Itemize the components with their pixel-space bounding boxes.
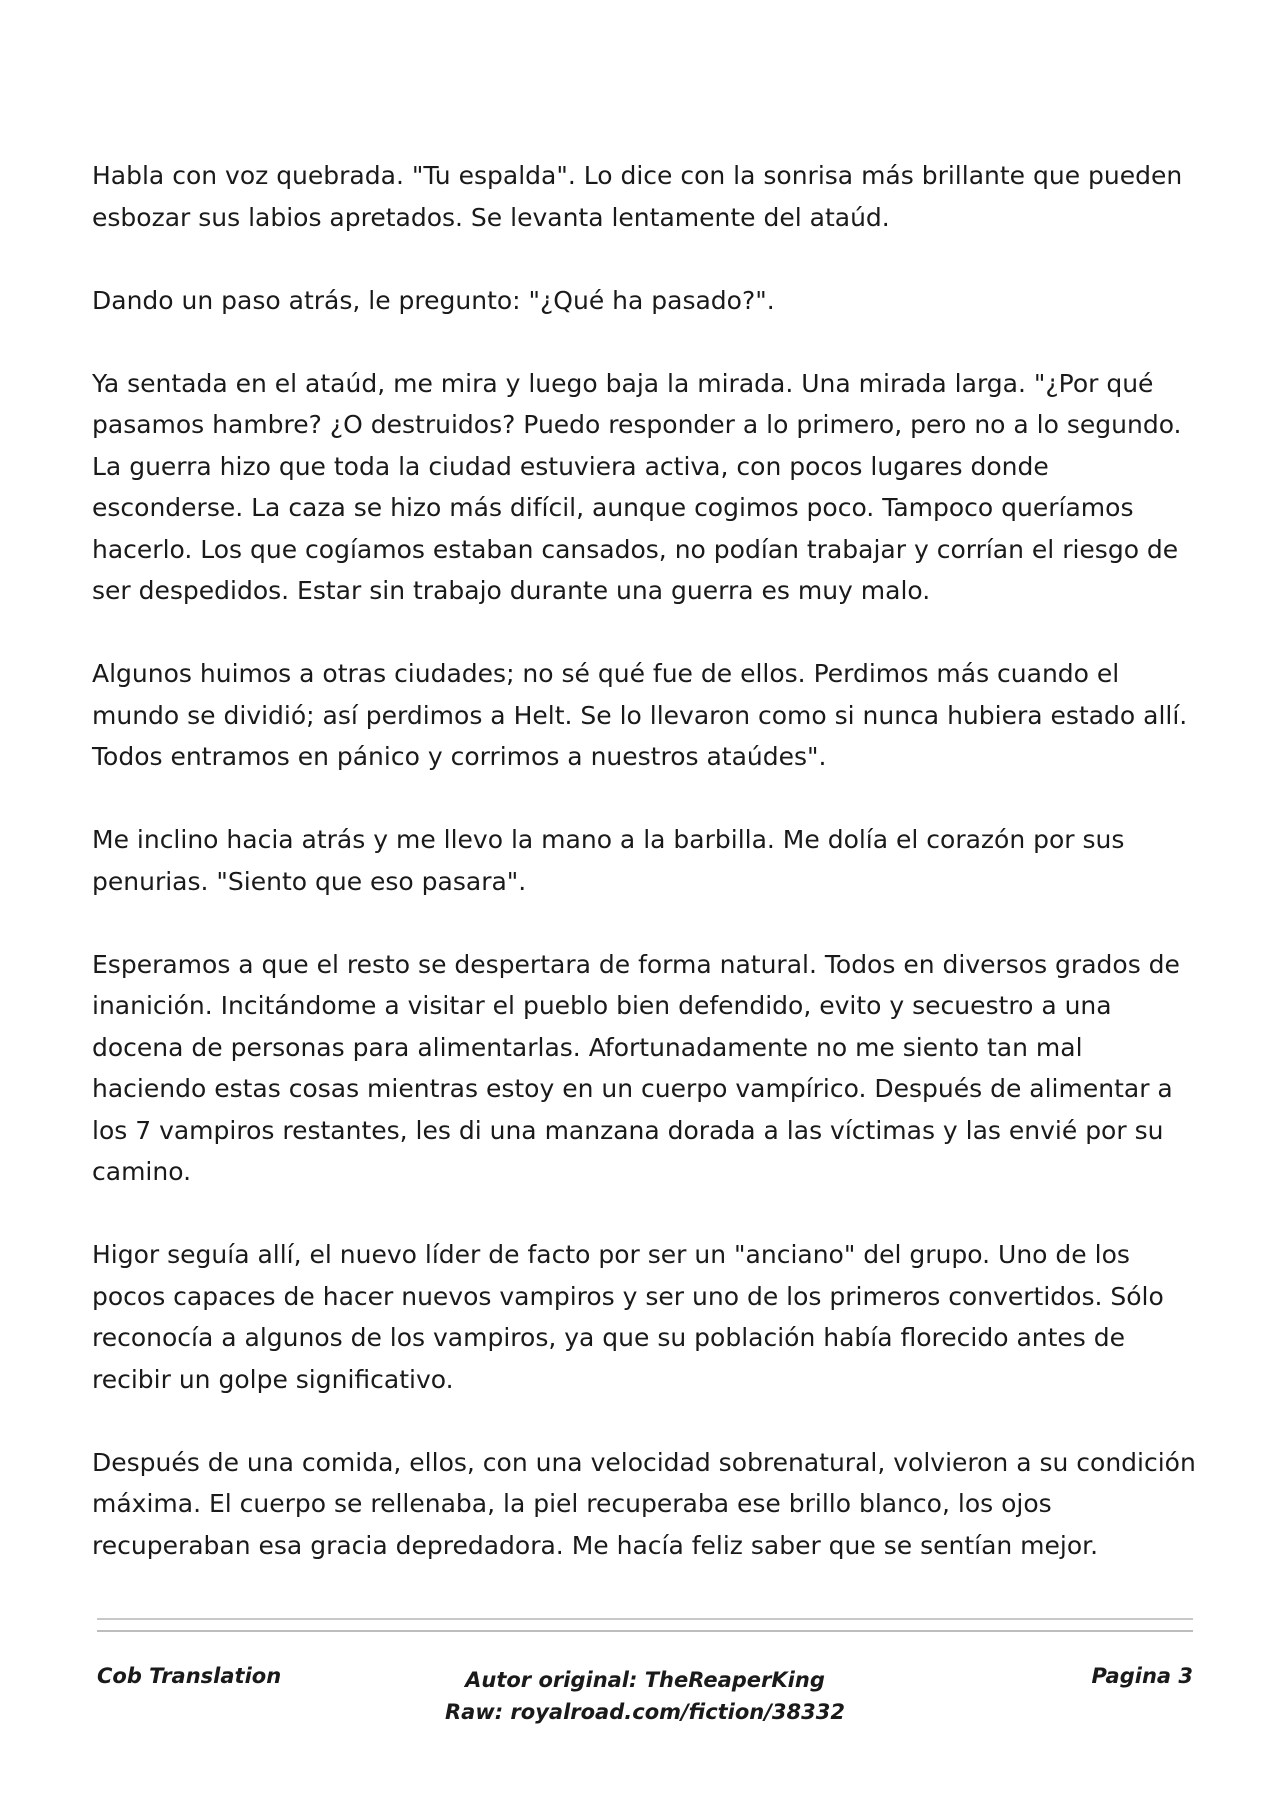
page-footer <box>97 1660 1193 1740</box>
footer-translator: Cob Translation <box>97 1664 282 1688</box>
footer-divider-top <box>97 1618 1193 1620</box>
paragraph-7: Higor seguía allí, el nuevo líder de facto por ser un "anciano" del grupo. Uno de los pocos capaces de hacer nuevos vampiros y ser uno de los primeros convertidos. Sólo reconocía a algunos de los vampiros, ya que su población había florecido antes de recibir un golpe significativo. <box>92 1240 1164 1394</box>
paragraph-2: Dando un paso atrás, le pregunto: "¿Qué ha pasado?". <box>92 285 775 315</box>
paragraph-4: Algunos huimos a otras ciudades; no sé qué fue de ellos. Perdimos más cuando el mundo se dividió; así perdimos a Helt. Se lo llevaron como si nunca hubiera estado allí. Todos entramos en pánico y corrimos a nuestros ataúdes". <box>92 659 1188 771</box>
page-number: Pagina 3 <box>1091 1664 1193 1688</box>
body-text <box>92 155 1202 1608</box>
paragraph-6: Esperamos a que el resto se despertara de forma natural. Todos en diversos grados de inanición. Incitándome a visitar el pueblo bien defendido, evito y secuestro a una docena de personas para alimentarlas. Afortunadamente no me siento tan mal haciendo estas cosas mientras estoy en un cuerpo vampírico. Después de alimentar a los 7 vampiros restantes, les di una manzana dorada a las víctimas y las envié por su camino. <box>92 949 1180 1186</box>
paragraph-3: Ya sentada en el ataúd, me mira y luego baja la mirada. Una mirada larga. "¿Por qué pasamos hambre? ¿O destruidos? Puedo responder a lo primero, pero no a lo segundo. La guerra hizo que toda la ciudad estuviera activa, con pocos lugares donde esconderse. La caza se hizo más difícil, aunque cogimos poco. Tampoco queríamos hacerlo. Los que cogíamos estaban cansados, no podían trabajar y corrían el riesgo de ser despedidos. Estar sin trabajo durante una guerra es muy malo. <box>92 368 1182 605</box>
footer-source: Raw: royalroad.com/fiction/38332 <box>444 1700 845 1724</box>
paragraph-8: Después de una comida, ellos, con una velocidad sobrenatural, volvieron a su condición máxima. El cuerpo se rellenaba, la piel recuperaba ese brillo blanco, los ojos recuperaban esa gracia depredadora. Me hacía feliz saber que se sentían mejor. <box>92 1447 1196 1560</box>
paragraph-5: Me inclino hacia atrás y me llevo la mano a la barbilla. Me dolía el corazón por sus penurias. "Siento que eso pasara". <box>92 825 1125 896</box>
paragraph-1: Habla con voz quebrada. "Tu espalda". Lo dice con la sonrisa más brillante que pueden esbozar sus labios apretados. Se levanta lentamente del ataúd. <box>92 161 1183 232</box>
footer-author: Autor original: TheReaperKing <box>465 1668 825 1692</box>
footer-divider-bottom <box>97 1630 1193 1632</box>
footer-credits <box>97 1664 1193 1728</box>
